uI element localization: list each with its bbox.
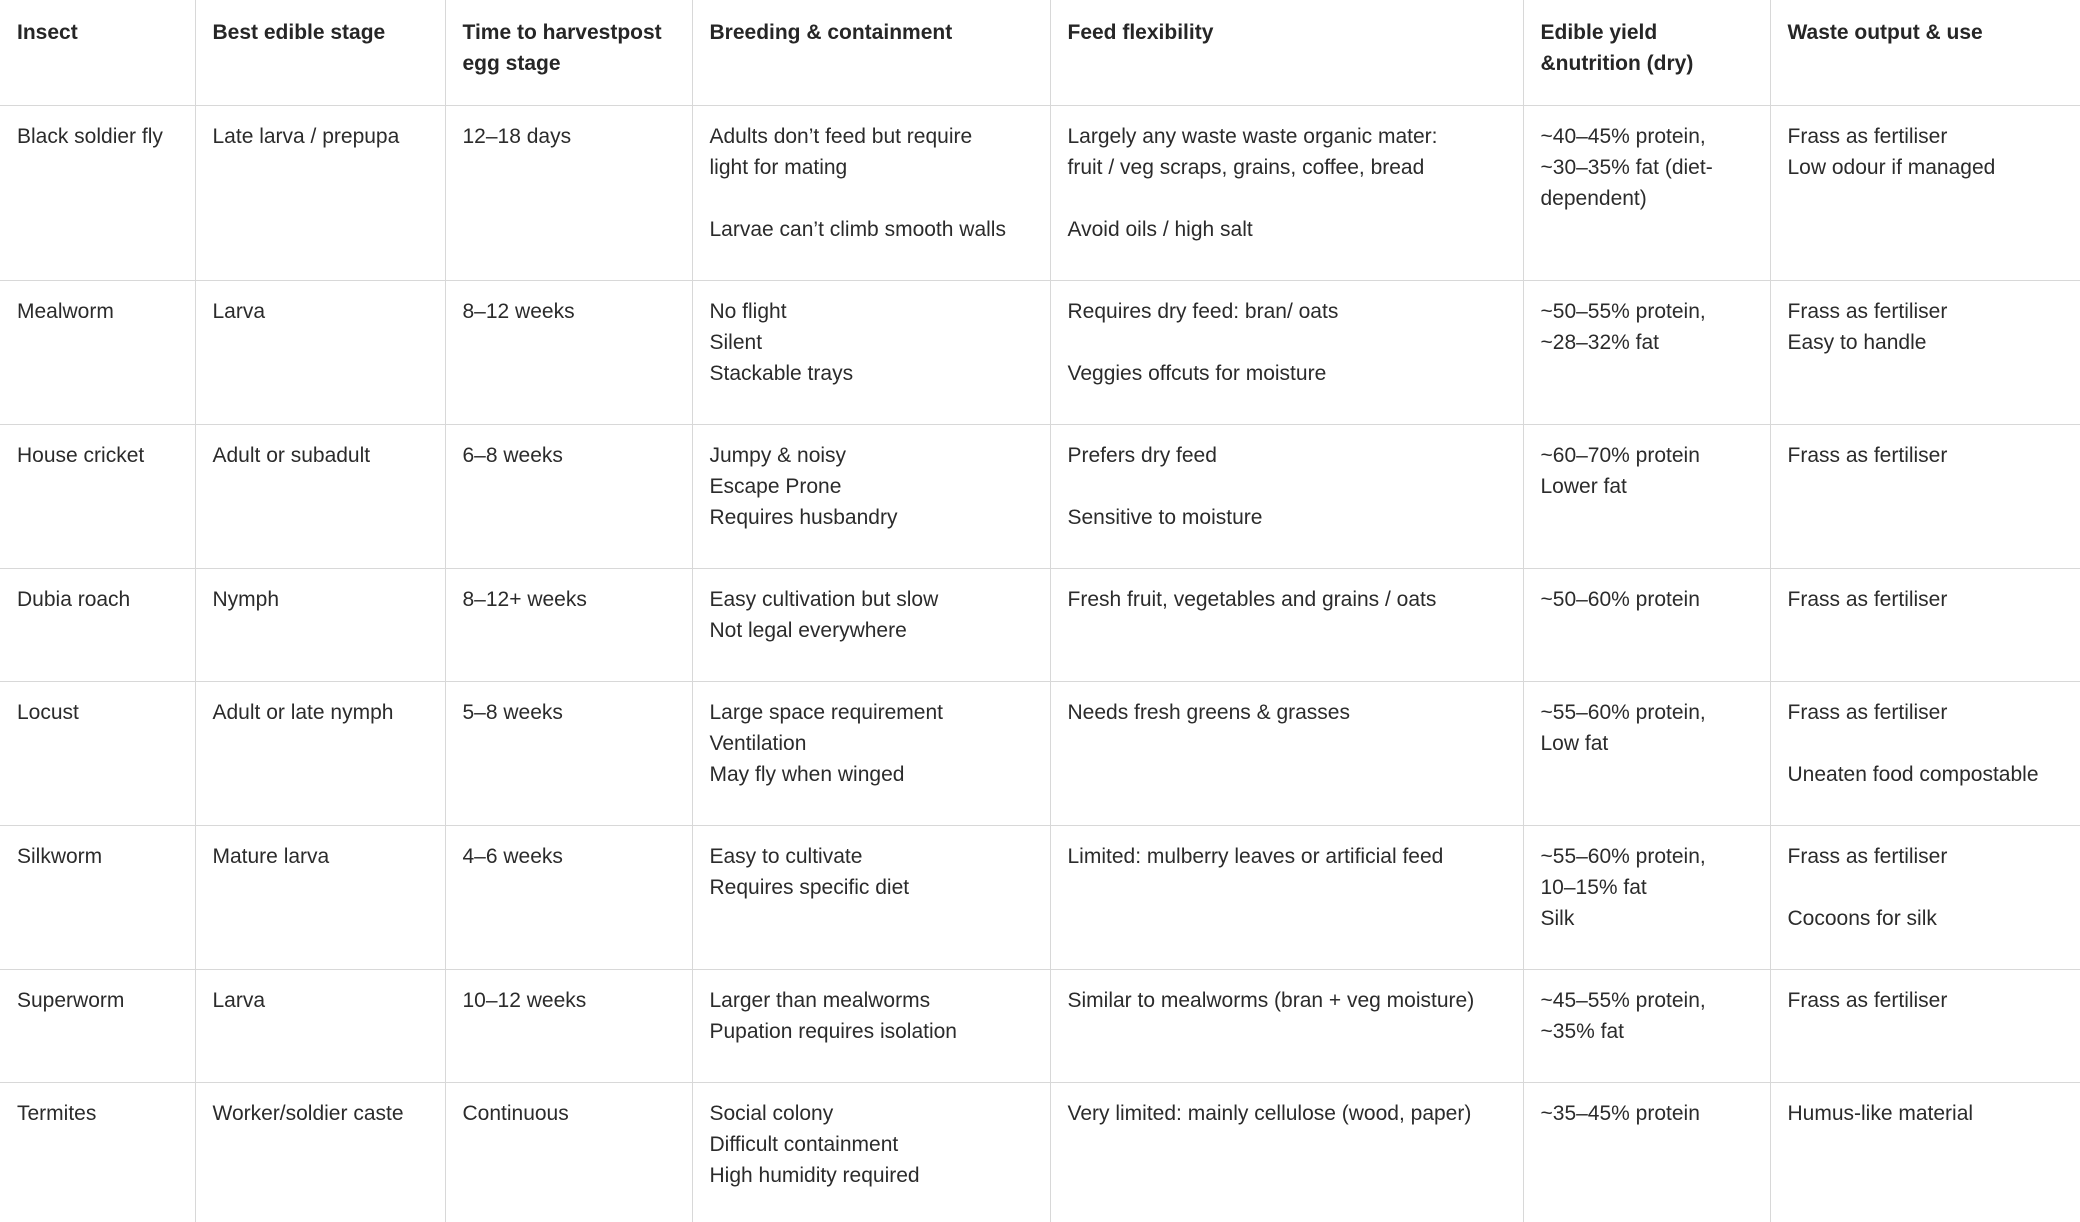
- cell-breeding: [692, 424, 1050, 568]
- cell-line: Frass as fertiliser: [1787, 124, 1948, 148]
- header-line: post egg stage: [462, 21, 662, 75]
- cell-waste: [1770, 568, 2080, 681]
- cell-line: ~55–60% protein,: [1540, 700, 1706, 724]
- cell-line: Adult or late nymph: [212, 700, 394, 724]
- cell-line: ~35–45% protein: [1540, 1101, 1700, 1125]
- cell-line: Sensitive to moisture: [1067, 505, 1263, 529]
- cell-feed: [1050, 568, 1523, 681]
- cell-insect: [0, 825, 195, 969]
- cell-line: Avoid oils / high salt: [1067, 217, 1253, 241]
- cell-line: Silent: [709, 330, 763, 354]
- header-line: Time to harvest: [462, 21, 618, 44]
- table-row: [0, 681, 2080, 825]
- cell-insect: [0, 568, 195, 681]
- cell-waste: [1770, 280, 2080, 424]
- cell-line: ~50–60% protein: [1540, 587, 1700, 611]
- cell-line: Requires dry feed: bran/ oats: [1067, 299, 1339, 323]
- cell-feed: [1050, 1082, 1523, 1222]
- header-line: Insect: [17, 21, 78, 44]
- cell-line: Dubia roach: [17, 587, 131, 611]
- cell-waste: [1770, 105, 2080, 280]
- cell-line: Largely any waste waste organic mater:: [1067, 124, 1438, 148]
- cell-insect: [0, 105, 195, 280]
- cell-line: Lower fat: [1540, 474, 1627, 498]
- header-yield: [1523, 0, 1770, 105]
- cell-line: ~60–70% protein: [1540, 443, 1700, 467]
- cell-line: Superworm: [17, 988, 125, 1012]
- cell-edible-stage: [195, 105, 445, 280]
- cell-line: Social colony: [709, 1101, 834, 1125]
- cell-line: Large space requirement: [709, 700, 943, 724]
- cell-line: 4–6 weeks: [462, 844, 563, 868]
- cell-yield: [1523, 825, 1770, 969]
- cell-line: May fly when winged: [709, 762, 905, 786]
- cell-line: [1068, 183, 1507, 214]
- cell-breeding: [692, 568, 1050, 681]
- cell-feed: [1050, 105, 1523, 280]
- cell-breeding: [692, 280, 1050, 424]
- cell-yield: [1523, 681, 1770, 825]
- cell-edible-stage: [195, 969, 445, 1082]
- cell-line: Low odour if managed: [1787, 155, 1996, 179]
- table-row: [0, 105, 2080, 280]
- cell-harvest-time: [445, 424, 692, 568]
- cell-insect: [0, 681, 195, 825]
- cell-line: Stackable trays: [709, 361, 854, 385]
- cell-feed: [1050, 280, 1523, 424]
- cell-line: Jumpy & noisy: [709, 443, 847, 467]
- cell-feed: [1050, 825, 1523, 969]
- header-waste: [1770, 0, 2080, 105]
- cell-line: Veggies offcuts for moisture: [1067, 361, 1327, 385]
- cell-line: Similar to mealworms (bran + veg moisture): [1067, 988, 1475, 1012]
- cell-line: Larvae can’t climb smooth walls: [709, 217, 1006, 241]
- cell-edible-stage: [195, 681, 445, 825]
- cell-waste: [1770, 424, 2080, 568]
- cell-harvest-time: [445, 568, 692, 681]
- cell-line: Larger than mealworms: [709, 988, 931, 1012]
- cell-line: Easy cultivation but slow: [709, 587, 939, 611]
- cell-line: ~35% fat: [1540, 1019, 1624, 1043]
- cell-line: Cocoons for silk: [1787, 906, 1937, 930]
- table-row: [0, 969, 2080, 1082]
- header-breeding: [692, 0, 1050, 105]
- cell-line: Not legal everywhere: [709, 618, 907, 642]
- cell-line: Continuous: [462, 1101, 569, 1125]
- cell-harvest-time: [445, 1082, 692, 1222]
- cell-line: Locust: [17, 700, 79, 724]
- cell-line: 12–18 days: [462, 124, 572, 148]
- cell-line: 10–15% fat: [1540, 875, 1647, 899]
- cell-line: Very limited: mainly cellulose (wood, paper): [1067, 1101, 1472, 1125]
- cell-insect: [0, 424, 195, 568]
- cell-line: ~55–60% protein,: [1540, 844, 1706, 868]
- cell-line: ~50–55% protein,: [1540, 299, 1706, 323]
- cell-line: 8–12+ weeks: [462, 587, 587, 611]
- cell-edible-stage: [195, 568, 445, 681]
- table-row: [0, 280, 2080, 424]
- cell-harvest-time: [445, 105, 692, 280]
- cell-line: Fresh fruit, vegetables and grains / oats: [1067, 587, 1437, 611]
- cell-line: Frass as fertiliser: [1787, 587, 1948, 611]
- cell-line: Larva: [212, 988, 266, 1012]
- cell-line: ~28–32% fat: [1540, 330, 1660, 354]
- cell-line: High humidity required: [709, 1163, 920, 1187]
- cell-line: Frass as fertiliser: [1787, 844, 1948, 868]
- header-feed: [1050, 0, 1523, 105]
- cell-line: Requires specific diet: [709, 875, 910, 899]
- cell-line: [1068, 327, 1507, 358]
- cell-line: Adult or subadult: [212, 443, 371, 467]
- cell-insect: [0, 969, 195, 1082]
- cell-waste: [1770, 825, 2080, 969]
- cell-line: Frass as fertiliser: [1787, 299, 1948, 323]
- cell-line: light for mating: [709, 155, 848, 179]
- cell-line: Low fat: [1540, 731, 1609, 755]
- cell-line: 10–12 weeks: [462, 988, 587, 1012]
- cell-edible-stage: [195, 1082, 445, 1222]
- cell-breeding: [692, 1082, 1050, 1222]
- cell-line: Needs fresh greens & grasses: [1067, 700, 1350, 724]
- cell-yield: [1523, 1082, 1770, 1222]
- cell-feed: [1050, 969, 1523, 1082]
- header-line: Edible yield &: [1540, 21, 1658, 75]
- cell-line: [1068, 471, 1507, 502]
- cell-line: Easy to cultivate: [709, 844, 863, 868]
- header-line: Waste output & use: [1787, 21, 1983, 44]
- cell-line: Ventilation: [709, 731, 807, 755]
- cell-line: 8–12 weeks: [462, 299, 575, 323]
- cell-yield: [1523, 969, 1770, 1082]
- header-edible-stage: [195, 0, 445, 105]
- cell-harvest-time: [445, 280, 692, 424]
- cell-line: Mealworm: [17, 299, 114, 323]
- cell-breeding: [692, 681, 1050, 825]
- table-row: [0, 568, 2080, 681]
- cell-line: Uneaten food compostable: [1787, 762, 2039, 786]
- cell-line: Escape Prone: [709, 474, 842, 498]
- cell-line: Black soldier fly: [17, 124, 163, 148]
- cell-yield: [1523, 105, 1770, 280]
- cell-line: Pupation requires isolation: [709, 1019, 957, 1043]
- cell-line: [1788, 728, 2065, 759]
- cell-insect: [0, 1082, 195, 1222]
- cell-line: [710, 183, 1034, 214]
- header-insect: [0, 0, 195, 105]
- cell-harvest-time: [445, 969, 692, 1082]
- cell-line: House cricket: [17, 443, 145, 467]
- cell-yield: [1523, 568, 1770, 681]
- header-line: nutrition (dry): [1555, 52, 1694, 75]
- cell-line: Frass as fertiliser: [1787, 988, 1948, 1012]
- cell-waste: [1770, 969, 2080, 1082]
- table-row: [0, 1082, 2080, 1222]
- cell-line: Difficult containment: [709, 1132, 899, 1156]
- cell-line: dependent): [1540, 186, 1647, 210]
- cell-edible-stage: [195, 280, 445, 424]
- cell-harvest-time: [445, 825, 692, 969]
- header-line: Breeding & containment: [709, 21, 953, 44]
- cell-breeding: [692, 105, 1050, 280]
- cell-line: 6–8 weeks: [462, 443, 563, 467]
- cell-line: Worker/soldier caste: [212, 1101, 404, 1125]
- header-line: Best edible stage: [212, 21, 386, 44]
- table-row: [0, 424, 2080, 568]
- cell-line: Adults don’t feed but require: [709, 124, 973, 148]
- cell-line: Mature larva: [212, 844, 330, 868]
- cell-line: Requires husbandry: [709, 505, 898, 529]
- cell-waste: [1770, 1082, 2080, 1222]
- cell-line: Larva: [212, 299, 266, 323]
- cell-line: 5–8 weeks: [462, 700, 563, 724]
- cell-line: Termites: [17, 1101, 97, 1125]
- cell-line: ~45–55% protein,: [1540, 988, 1706, 1012]
- table-body: [0, 105, 2080, 1222]
- cell-line: fruit / veg scraps, grains, coffee, bread: [1067, 155, 1425, 179]
- header-harvest-time: [445, 0, 692, 105]
- cell-yield: [1523, 280, 1770, 424]
- cell-line: Limited: mulberry leaves or artificial feed: [1067, 844, 1444, 868]
- table-header-row: [0, 0, 2080, 105]
- cell-line: Humus-like material: [1787, 1101, 1974, 1125]
- cell-edible-stage: [195, 825, 445, 969]
- cell-line: ~30–35% fat (diet-: [1540, 155, 1713, 179]
- cell-line: Frass as fertiliser: [1787, 443, 1948, 467]
- cell-line: Silkworm: [17, 844, 103, 868]
- header-line: Feed flexibility: [1067, 21, 1214, 44]
- cell-line: [1788, 872, 2065, 903]
- cell-line: ~40–45% protein,: [1540, 124, 1706, 148]
- cell-line: Nymph: [212, 587, 280, 611]
- cell-yield: [1523, 424, 1770, 568]
- cell-feed: [1050, 681, 1523, 825]
- cell-line: Easy to handle: [1787, 330, 1927, 354]
- cell-waste: [1770, 681, 2080, 825]
- table-row: [0, 825, 2080, 969]
- cell-line: Late larva / prepupa: [212, 124, 400, 148]
- cell-line: Prefers dry feed: [1067, 443, 1217, 467]
- cell-breeding: [692, 825, 1050, 969]
- cell-harvest-time: [445, 681, 692, 825]
- cell-breeding: [692, 969, 1050, 1082]
- cell-line: No flight: [709, 299, 787, 323]
- cell-edible-stage: [195, 424, 445, 568]
- cell-insect: [0, 280, 195, 424]
- cell-feed: [1050, 424, 1523, 568]
- cell-line: Frass as fertiliser: [1787, 700, 1948, 724]
- cell-line: Silk: [1540, 906, 1575, 930]
